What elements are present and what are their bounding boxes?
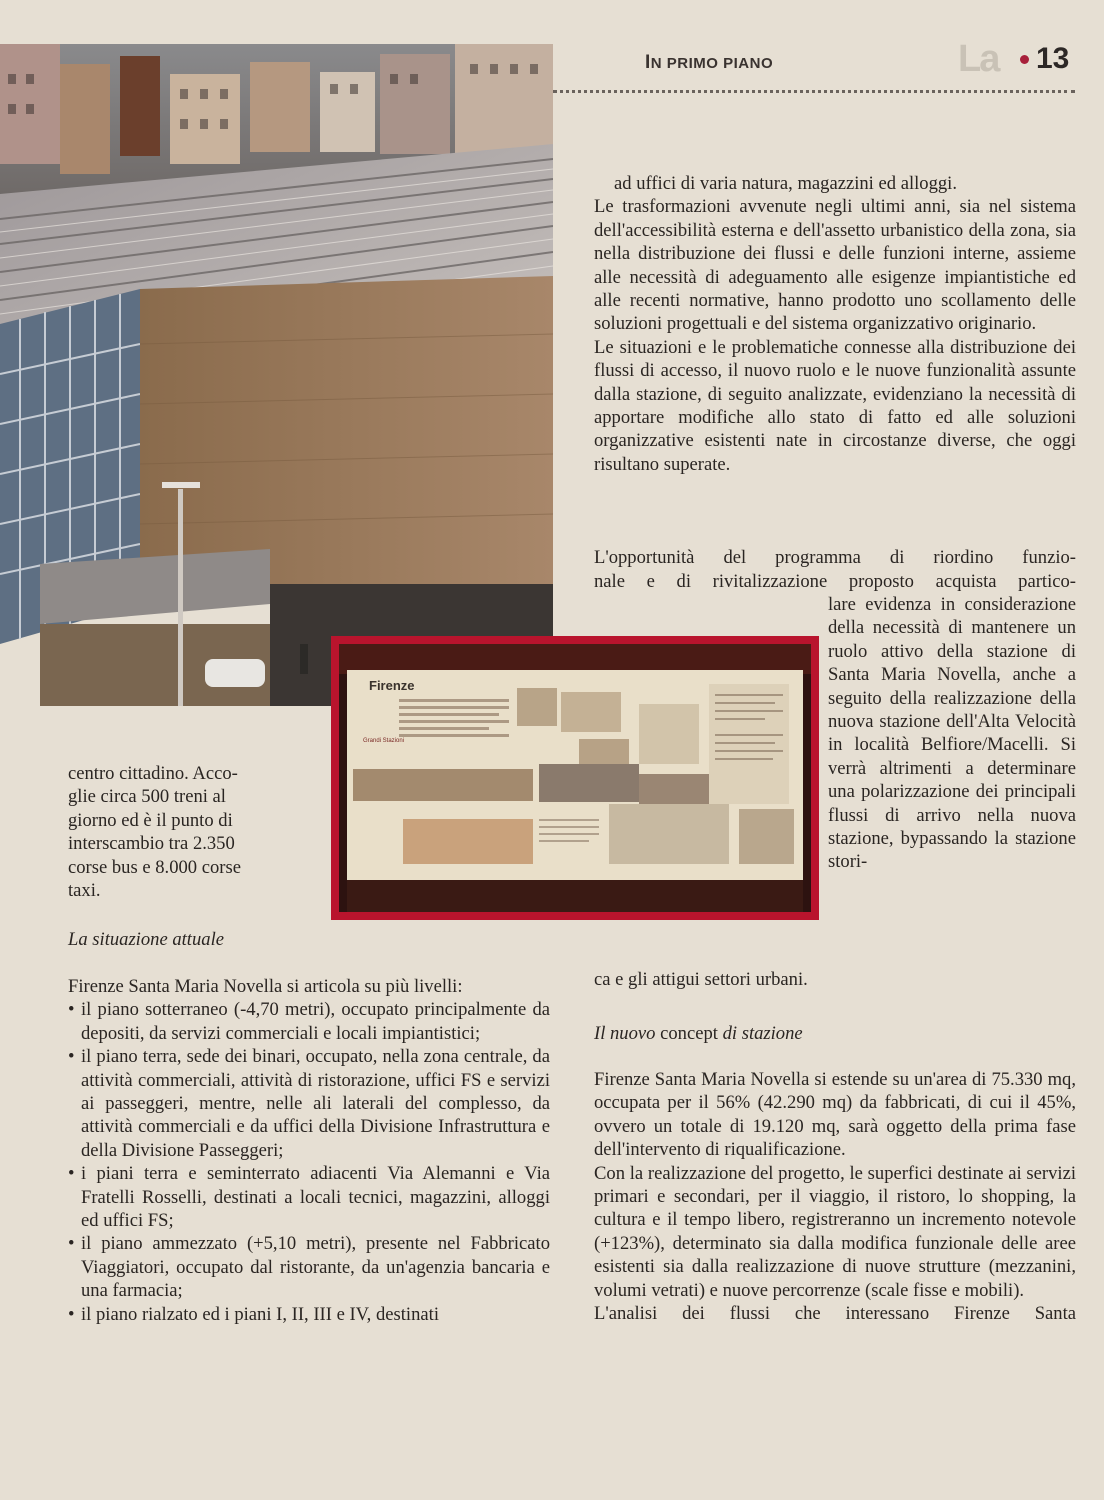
paragraph: Le situazioni e le problematiche connesse alla distribuzione dei flussi di accesso, il nuovo ruolo e le nuove funzionalità assunte dalla stazione, di seguito analizzate, evidenziano la necessità di apportare modifiche allo stato di fatto ed alle soluzioni organizzative esistenti nate in circostanze diverse, che oggi risultano superate. (594, 336, 1076, 475)
magazine-logo: La (958, 38, 999, 80)
paragraph-tail: ca e gli attigui settori urbani. (594, 969, 808, 990)
heading-part: concept (660, 1023, 718, 1044)
intro-line: corse bus e 8.000 corse (68, 856, 241, 878)
paragraph: Con la realizzazione del progetto, le superfici destinate ai servizi primari e secondari, per il viaggio, il ristoro, lo shopping, la cultura e il tempo libero, registreranno un incremento notevole (+123%), determinato sia dalla modifica funzionale delle aree esistenti sia dalla realizzazione di nuove strutture (mezzanini, volumi vetrati) e nuove percorrenze (scale fisse e mobili). (594, 1162, 1076, 1301)
intro-line: interscambio tra 2.350 (68, 833, 235, 855)
running-head-rest: N PRIMO PIANO (650, 55, 774, 72)
section-heading-text: La situazione attuale (68, 929, 224, 950)
exhibition-panel-photo (331, 636, 819, 920)
header-dotted-rule (553, 90, 1075, 93)
left-column-body (68, 975, 550, 1326)
paragraph: Firenze Santa Maria Novella si estende su un'area di 75.330 mq, occupata per il 56% (42.290 mq) da fabbricati, di cui il 45%, ovvero un totale di 19.120 mq, sarà oggetto della prima fase dell'intervento di riqualificazione. (594, 1069, 1076, 1161)
levels-intro: Firenze Santa Maria Novella si articola su più livelli: (68, 976, 463, 997)
paragraph-line: nale e di rivitalizzazione proposto acquista partico- (594, 571, 1076, 592)
intro-line: taxi. (68, 880, 101, 902)
paragraph-line: L'opportunità del programma di riordino funzio- (594, 547, 1076, 568)
page-number: 13 (1036, 42, 1070, 75)
intro-line: centro cittadino. Acco- (68, 763, 238, 784)
running-head-initial: I (645, 52, 651, 73)
paragraph-wrapped: lare evidenza in considerazione della necessità di mantenere un ruolo attivo della stazione di Santa Maria Novella, anche a seguito della realizzazione della nuova stazione dell'Alta Velocità in località Belfiore/Macelli. Si verrà altrimenti a determinare una polarizzazione dei principali flussi di arrivo nella nuova stazione, bypassando la stazione stori- (828, 594, 1076, 873)
heading-part: Il nuovo (594, 1023, 656, 1044)
right-column-bottom (594, 1068, 1076, 1325)
paragraph: L'analisi dei flussi che interessano Firenze Santa (594, 1303, 1076, 1325)
intro-line: giorno ed è il punto di (68, 809, 233, 831)
list-item: • il piano sotterraneo (-4,70 metri), occupato principalmente da depositi, da servizi commerciali e locali impiantistici; (68, 998, 550, 1045)
list-item: • il piano ammezzato (+5,10 metri), presente nel Fabbricato Viaggiatori, occupato dal ristorante, da un'agenzia bancaria e una farmacia; (68, 1232, 550, 1302)
paragraph: Le trasformazioni avvenute negli ultimi anni, sia nel sistema dell'accessibilità esterna e dell'assetto urbanistico della zona, sia nella distribuzione dei flussi e delle funzioni interne, assieme alle necessità di adeguamento alle esigenze impiantistiche ed alle recenti normative, hanno prodotto uno scollamento delle soluzioni progettuali e del sistema organizzativo originario. (594, 196, 1076, 335)
panel-title: Firenze (369, 678, 415, 693)
header-dot (1020, 55, 1029, 64)
left-intro-text (68, 762, 290, 902)
list-item: • il piano terra, sede dei binari, occupato, nella zona centrale, da attività commerciali, attività di ristorazione, uffici FS e servizi ai passeggeri, mentre, nelle ali laterali del complesso, da attività commerciali e da uffici della Divisione Infrastruttura e della Divisione Passeggeri; (68, 1045, 550, 1162)
paragraph: ad uffici di varia natura, magazzini ed alloggi. (614, 173, 957, 194)
panel-brand: Grandi Stazioni (363, 738, 405, 744)
list-item: • il piano rialzato ed i piani I, II, III e IV, destinati (68, 1303, 550, 1326)
right-column-top (594, 172, 1076, 476)
heading-part: di stazione (722, 1023, 803, 1044)
section-heading-new-concept (594, 1022, 1076, 1045)
intro-line: glie circa 500 treni al (68, 786, 226, 808)
running-head (645, 52, 773, 74)
station-aerial-photo (0, 44, 553, 706)
levels-list (68, 998, 550, 1326)
list-item: • i piani terra e seminterrato adiacenti Via Alemanni e Via Fratelli Rosselli, destinati a locali tecnici, magazzini, alloggi ed uffici FS; (68, 1162, 550, 1232)
section-heading-current-situation (68, 928, 468, 951)
